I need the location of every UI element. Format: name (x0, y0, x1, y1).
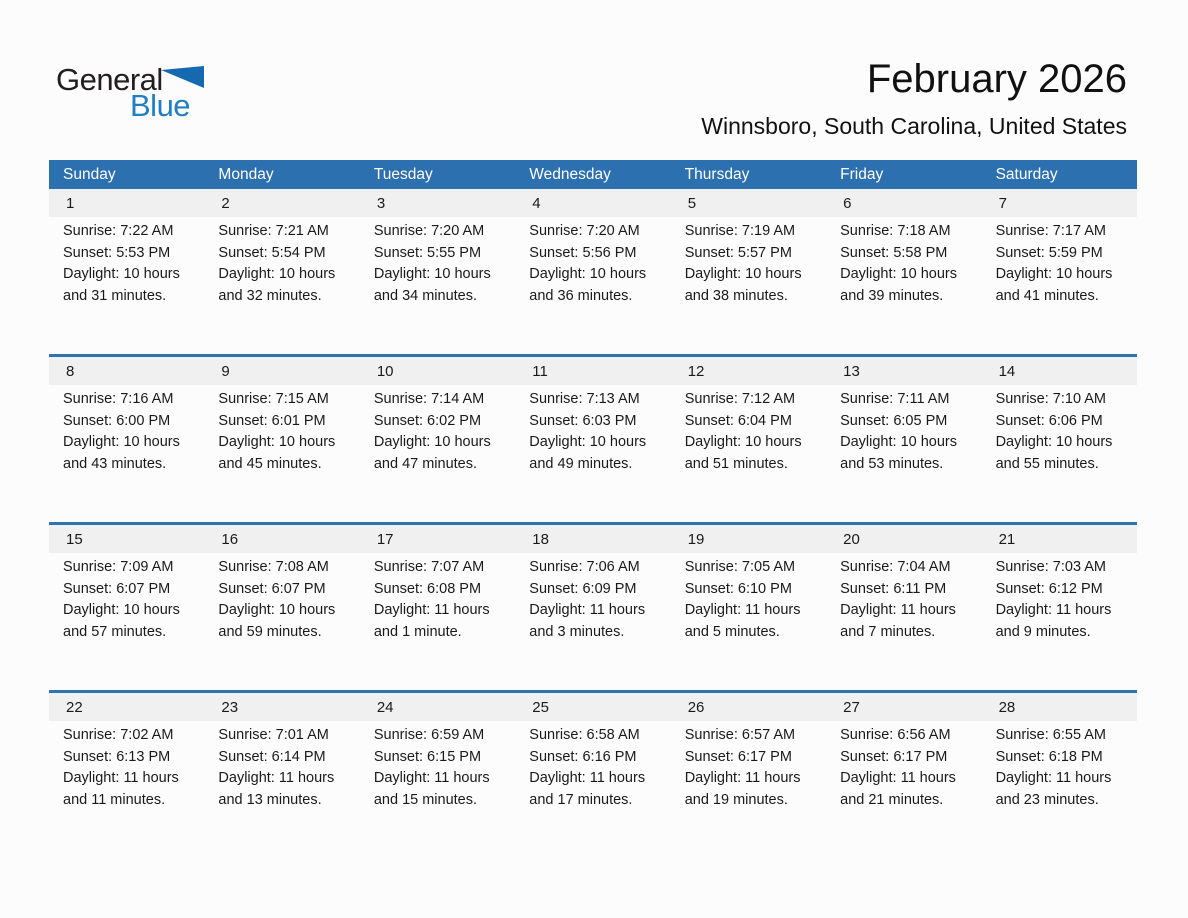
calendar-grid (49, 189, 1137, 858)
day-info-line: and 57 minutes. (63, 623, 167, 640)
day-info (49, 385, 204, 475)
day-info-line: Daylight: 10 hours (840, 434, 958, 450)
day-info-line: and 5 minutes. (684, 623, 780, 640)
day-info (826, 385, 981, 475)
day-info-line: Sunset: 6:17 PM (684, 748, 792, 765)
day-info-line: and 59 minutes. (218, 623, 322, 640)
day-info-line: Sunset: 6:08 PM (373, 580, 482, 597)
day-cell (49, 525, 204, 690)
day-number: 27 (826, 693, 981, 721)
day-info-line: and 55 minutes. (995, 455, 1099, 472)
day-info (982, 217, 1137, 307)
day-cell (515, 525, 670, 690)
day-number: 16 (204, 525, 359, 553)
weekday-header: Friday (840, 165, 884, 183)
day-info-line: Daylight: 10 hours (529, 266, 647, 282)
week-row (49, 522, 1137, 690)
day-info-line: and 51 minutes. (684, 455, 788, 472)
day-info-line: Daylight: 11 hours (684, 602, 801, 618)
day-info-line: and 32 minutes. (218, 287, 322, 304)
day-number: 8 (49, 357, 204, 385)
day-info (515, 385, 670, 475)
day-info (826, 217, 981, 307)
day-info-line: and 17 minutes. (529, 791, 633, 808)
weekday-header: Tuesday (373, 165, 433, 183)
day-info-line: Daylight: 11 hours (995, 770, 1112, 786)
day-info (360, 217, 515, 307)
day-cell (49, 357, 204, 522)
day-info-line: and 21 minutes. (840, 791, 944, 808)
day-info-line: Sunrise: 6:55 AM (995, 727, 1106, 743)
day-info-line: Sunset: 6:02 PM (373, 412, 482, 429)
day-info-line: Sunset: 6:07 PM (218, 580, 326, 597)
day-info-line: Sunrise: 6:58 AM (529, 727, 640, 743)
day-info-line: Daylight: 11 hours (684, 770, 801, 786)
day-number: 5 (671, 189, 826, 217)
day-info-line: Sunrise: 7:15 AM (218, 391, 329, 407)
day-info-line: and 43 minutes. (63, 455, 167, 472)
day-info-line: Sunrise: 7:22 AM (63, 223, 174, 239)
day-info-line: Daylight: 10 hours (218, 602, 336, 618)
day-info-line: and 41 minutes. (995, 287, 1099, 304)
day-info-line: Sunset: 6:09 PM (529, 580, 637, 597)
day-number: 3 (360, 189, 515, 217)
day-cell (671, 525, 826, 690)
day-info-line: and 31 minutes. (63, 287, 167, 304)
page-subtitle: Winnsboro, South Carolina, United States (701, 113, 1127, 139)
day-info-line: Daylight: 10 hours (63, 434, 180, 450)
day-info-line: Sunrise: 7:17 AM (995, 223, 1106, 239)
week-row (49, 354, 1137, 522)
day-info (360, 553, 515, 643)
day-number: 26 (671, 693, 826, 721)
day-info-line: Sunset: 5:58 PM (840, 244, 948, 261)
day-info-line: Daylight: 11 hours (63, 770, 179, 786)
day-number: 10 (360, 357, 515, 385)
day-info-line: Sunrise: 6:56 AM (840, 727, 951, 743)
day-info (671, 385, 826, 475)
day-number: 21 (982, 525, 1137, 553)
calendar-table (49, 160, 1137, 858)
day-number: 18 (515, 525, 670, 553)
day-info (204, 385, 359, 475)
day-info-line: Sunrise: 7:03 AM (995, 559, 1106, 575)
day-info (49, 721, 204, 811)
day-info-line: Daylight: 10 hours (995, 434, 1113, 450)
weekday-header-row (49, 160, 1137, 189)
day-info-line: and 49 minutes. (529, 455, 633, 472)
day-info-line: Sunrise: 7:19 AM (684, 223, 796, 239)
day-info-line: Sunset: 5:53 PM (63, 244, 171, 261)
day-info-line: Sunrise: 7:05 AM (684, 559, 796, 575)
day-cell (982, 525, 1137, 690)
day-info-line: Daylight: 11 hours (218, 770, 335, 786)
day-info-line: Daylight: 11 hours (840, 770, 956, 786)
day-info-line: Sunrise: 7:20 AM (373, 223, 485, 239)
weekday-header: Wednesday (529, 165, 611, 183)
day-info-line: Sunrise: 7:14 AM (373, 391, 485, 407)
day-info (515, 553, 670, 643)
day-info-line: Daylight: 10 hours (995, 266, 1113, 282)
day-info-line: Sunrise: 7:07 AM (373, 559, 485, 575)
week-row (49, 189, 1137, 354)
day-number: 23 (204, 693, 359, 721)
day-info-line: Sunset: 6:01 PM (218, 412, 326, 429)
day-info-line: and 19 minutes. (684, 791, 788, 808)
day-cell (515, 189, 670, 354)
day-info-line: Daylight: 11 hours (529, 770, 646, 786)
logo-word-blue: Blue (130, 88, 191, 123)
day-info-line: Sunrise: 7:16 AM (63, 391, 174, 407)
day-info (671, 721, 826, 811)
day-info-line: Daylight: 10 hours (529, 434, 647, 450)
day-cell (515, 693, 670, 858)
day-info-line: Sunset: 5:57 PM (684, 244, 792, 261)
day-cell (360, 525, 515, 690)
day-info-line: Daylight: 10 hours (218, 266, 336, 282)
day-info-line: Daylight: 10 hours (684, 266, 802, 282)
day-number: 13 (826, 357, 981, 385)
day-info-line: and 23 minutes. (995, 791, 1099, 808)
day-info (982, 385, 1137, 475)
day-cell (982, 693, 1137, 858)
weekday-header: Thursday (684, 165, 750, 183)
day-info-line: Sunrise: 7:01 AM (218, 727, 329, 743)
day-cell (49, 189, 204, 354)
day-info-line: Sunset: 6:16 PM (529, 748, 637, 765)
day-info-line: Sunset: 6:11 PM (840, 580, 947, 597)
day-info-line: and 9 minutes. (995, 623, 1091, 640)
day-cell (671, 357, 826, 522)
day-info-line: and 15 minutes. (373, 791, 478, 808)
day-info-line: Sunset: 6:13 PM (63, 748, 171, 765)
day-info-line: and 53 minutes. (840, 455, 944, 472)
day-info-line: Sunset: 6:12 PM (995, 580, 1103, 597)
day-cell (360, 693, 515, 858)
day-number: 19 (671, 525, 826, 553)
day-info-line: Daylight: 11 hours (995, 602, 1112, 618)
day-number: 7 (982, 189, 1137, 217)
day-cell (982, 189, 1137, 354)
day-cell (826, 189, 981, 354)
day-info (204, 721, 359, 811)
day-cell (360, 189, 515, 354)
day-info-line: and 36 minutes. (529, 287, 633, 304)
day-info-line: Sunrise: 7:20 AM (529, 223, 640, 239)
day-number: 6 (826, 189, 981, 217)
day-info-line: Daylight: 10 hours (840, 266, 958, 282)
day-cell (204, 525, 359, 690)
day-info-line: Daylight: 11 hours (840, 602, 956, 618)
day-info-line: Sunrise: 7:06 AM (529, 559, 640, 575)
day-info-line: and 38 minutes. (684, 287, 788, 304)
day-info-line: Sunrise: 7:11 AM (840, 391, 950, 407)
day-info-line: and 7 minutes. (840, 623, 936, 640)
day-info-line: Sunrise: 7:18 AM (840, 223, 951, 239)
day-info-line: and 39 minutes. (840, 287, 944, 304)
day-number: 12 (671, 357, 826, 385)
day-info-line: Sunrise: 7:04 AM (840, 559, 951, 575)
day-info-line: and 13 minutes. (218, 791, 322, 808)
day-info-line: and 45 minutes. (218, 455, 322, 472)
day-cell (204, 693, 359, 858)
day-cell (671, 693, 826, 858)
day-cell (826, 525, 981, 690)
day-info (204, 553, 359, 643)
day-number: 14 (982, 357, 1137, 385)
day-info (515, 217, 670, 307)
day-cell (826, 357, 981, 522)
day-number: 24 (360, 693, 515, 721)
day-number: 25 (515, 693, 670, 721)
day-info-line: Sunset: 6:07 PM (63, 580, 171, 597)
day-info (671, 217, 826, 307)
day-number: 2 (204, 189, 359, 217)
day-cell (826, 693, 981, 858)
day-cell (515, 357, 670, 522)
day-info-line: Sunrise: 7:02 AM (63, 727, 174, 743)
day-info (49, 553, 204, 643)
header-titles (701, 58, 1127, 140)
day-info-line: Daylight: 10 hours (373, 434, 491, 450)
day-info-line: Sunset: 6:03 PM (529, 412, 637, 429)
day-cell (982, 357, 1137, 522)
day-cell (360, 357, 515, 522)
day-info-line: Daylight: 10 hours (63, 602, 180, 618)
day-info-line: Sunset: 6:05 PM (840, 412, 948, 429)
day-info-line: Sunset: 5:55 PM (373, 244, 482, 261)
day-info-line: Sunrise: 7:12 AM (684, 391, 796, 407)
day-info-line: Sunrise: 7:13 AM (529, 391, 640, 407)
logo-triangle-icon (161, 66, 204, 88)
day-info-line: and 1 minute. (373, 623, 462, 640)
day-info-line: Sunset: 5:56 PM (529, 244, 637, 261)
day-info (360, 721, 515, 811)
day-info-line: Daylight: 10 hours (373, 266, 491, 282)
day-cell (204, 357, 359, 522)
day-info (982, 721, 1137, 811)
day-info-line: Sunset: 6:18 PM (995, 748, 1103, 765)
day-info-line: Sunrise: 6:59 AM (373, 727, 485, 743)
day-info (204, 217, 359, 307)
page-title: February 2026 (866, 57, 1127, 101)
day-info (360, 385, 515, 475)
day-info-line: Sunrise: 7:10 AM (995, 391, 1106, 407)
day-info-line: Sunrise: 7:08 AM (218, 559, 329, 575)
day-info-line: and 3 minutes. (529, 623, 625, 640)
day-info-line: Daylight: 11 hours (529, 602, 646, 618)
day-info-line: and 11 minutes. (63, 791, 166, 808)
day-info-line: Sunset: 5:59 PM (995, 244, 1103, 261)
day-info-line: Sunset: 5:54 PM (218, 244, 326, 261)
day-info-line: Sunset: 6:15 PM (373, 748, 482, 765)
weekday-header: Monday (218, 165, 274, 183)
day-number: 4 (515, 189, 670, 217)
weekday-header: Saturday (995, 165, 1058, 183)
day-info-line: and 47 minutes. (373, 455, 478, 472)
day-info-line: Sunset: 6:14 PM (218, 748, 326, 765)
day-info-line: Sunset: 6:06 PM (995, 412, 1103, 429)
day-info (982, 553, 1137, 643)
day-info-line: Sunrise: 6:57 AM (684, 727, 796, 743)
day-number: 15 (49, 525, 204, 553)
day-info (826, 721, 981, 811)
day-number: 20 (826, 525, 981, 553)
day-info-line: Daylight: 10 hours (63, 266, 180, 282)
day-info-line: Sunset: 6:00 PM (63, 412, 171, 429)
day-info-line: Daylight: 11 hours (373, 602, 490, 618)
week-row (49, 690, 1137, 858)
day-info-line: Daylight: 10 hours (218, 434, 336, 450)
day-number: 1 (49, 189, 204, 217)
day-info (49, 217, 204, 307)
day-number: 22 (49, 693, 204, 721)
day-info-line: Sunset: 6:04 PM (684, 412, 792, 429)
day-info-line: Sunset: 6:17 PM (840, 748, 948, 765)
day-number: 28 (982, 693, 1137, 721)
day-cell (204, 189, 359, 354)
logo-word-general: General (56, 62, 163, 97)
day-info-line: Daylight: 11 hours (373, 770, 490, 786)
weekday-header: Sunday (63, 165, 116, 183)
day-info-line: and 34 minutes. (373, 287, 478, 304)
day-number: 11 (515, 357, 670, 385)
day-cell (49, 693, 204, 858)
day-number: 17 (360, 525, 515, 553)
day-info-line: Sunrise: 7:21 AM (218, 223, 329, 239)
day-cell (671, 189, 826, 354)
day-info (515, 721, 670, 811)
day-info (826, 553, 981, 643)
day-info-line: Sunrise: 7:09 AM (63, 559, 174, 575)
day-info-line: Daylight: 10 hours (684, 434, 802, 450)
day-info-line: Sunset: 6:10 PM (684, 580, 792, 597)
day-info (671, 553, 826, 643)
day-number: 9 (204, 357, 359, 385)
